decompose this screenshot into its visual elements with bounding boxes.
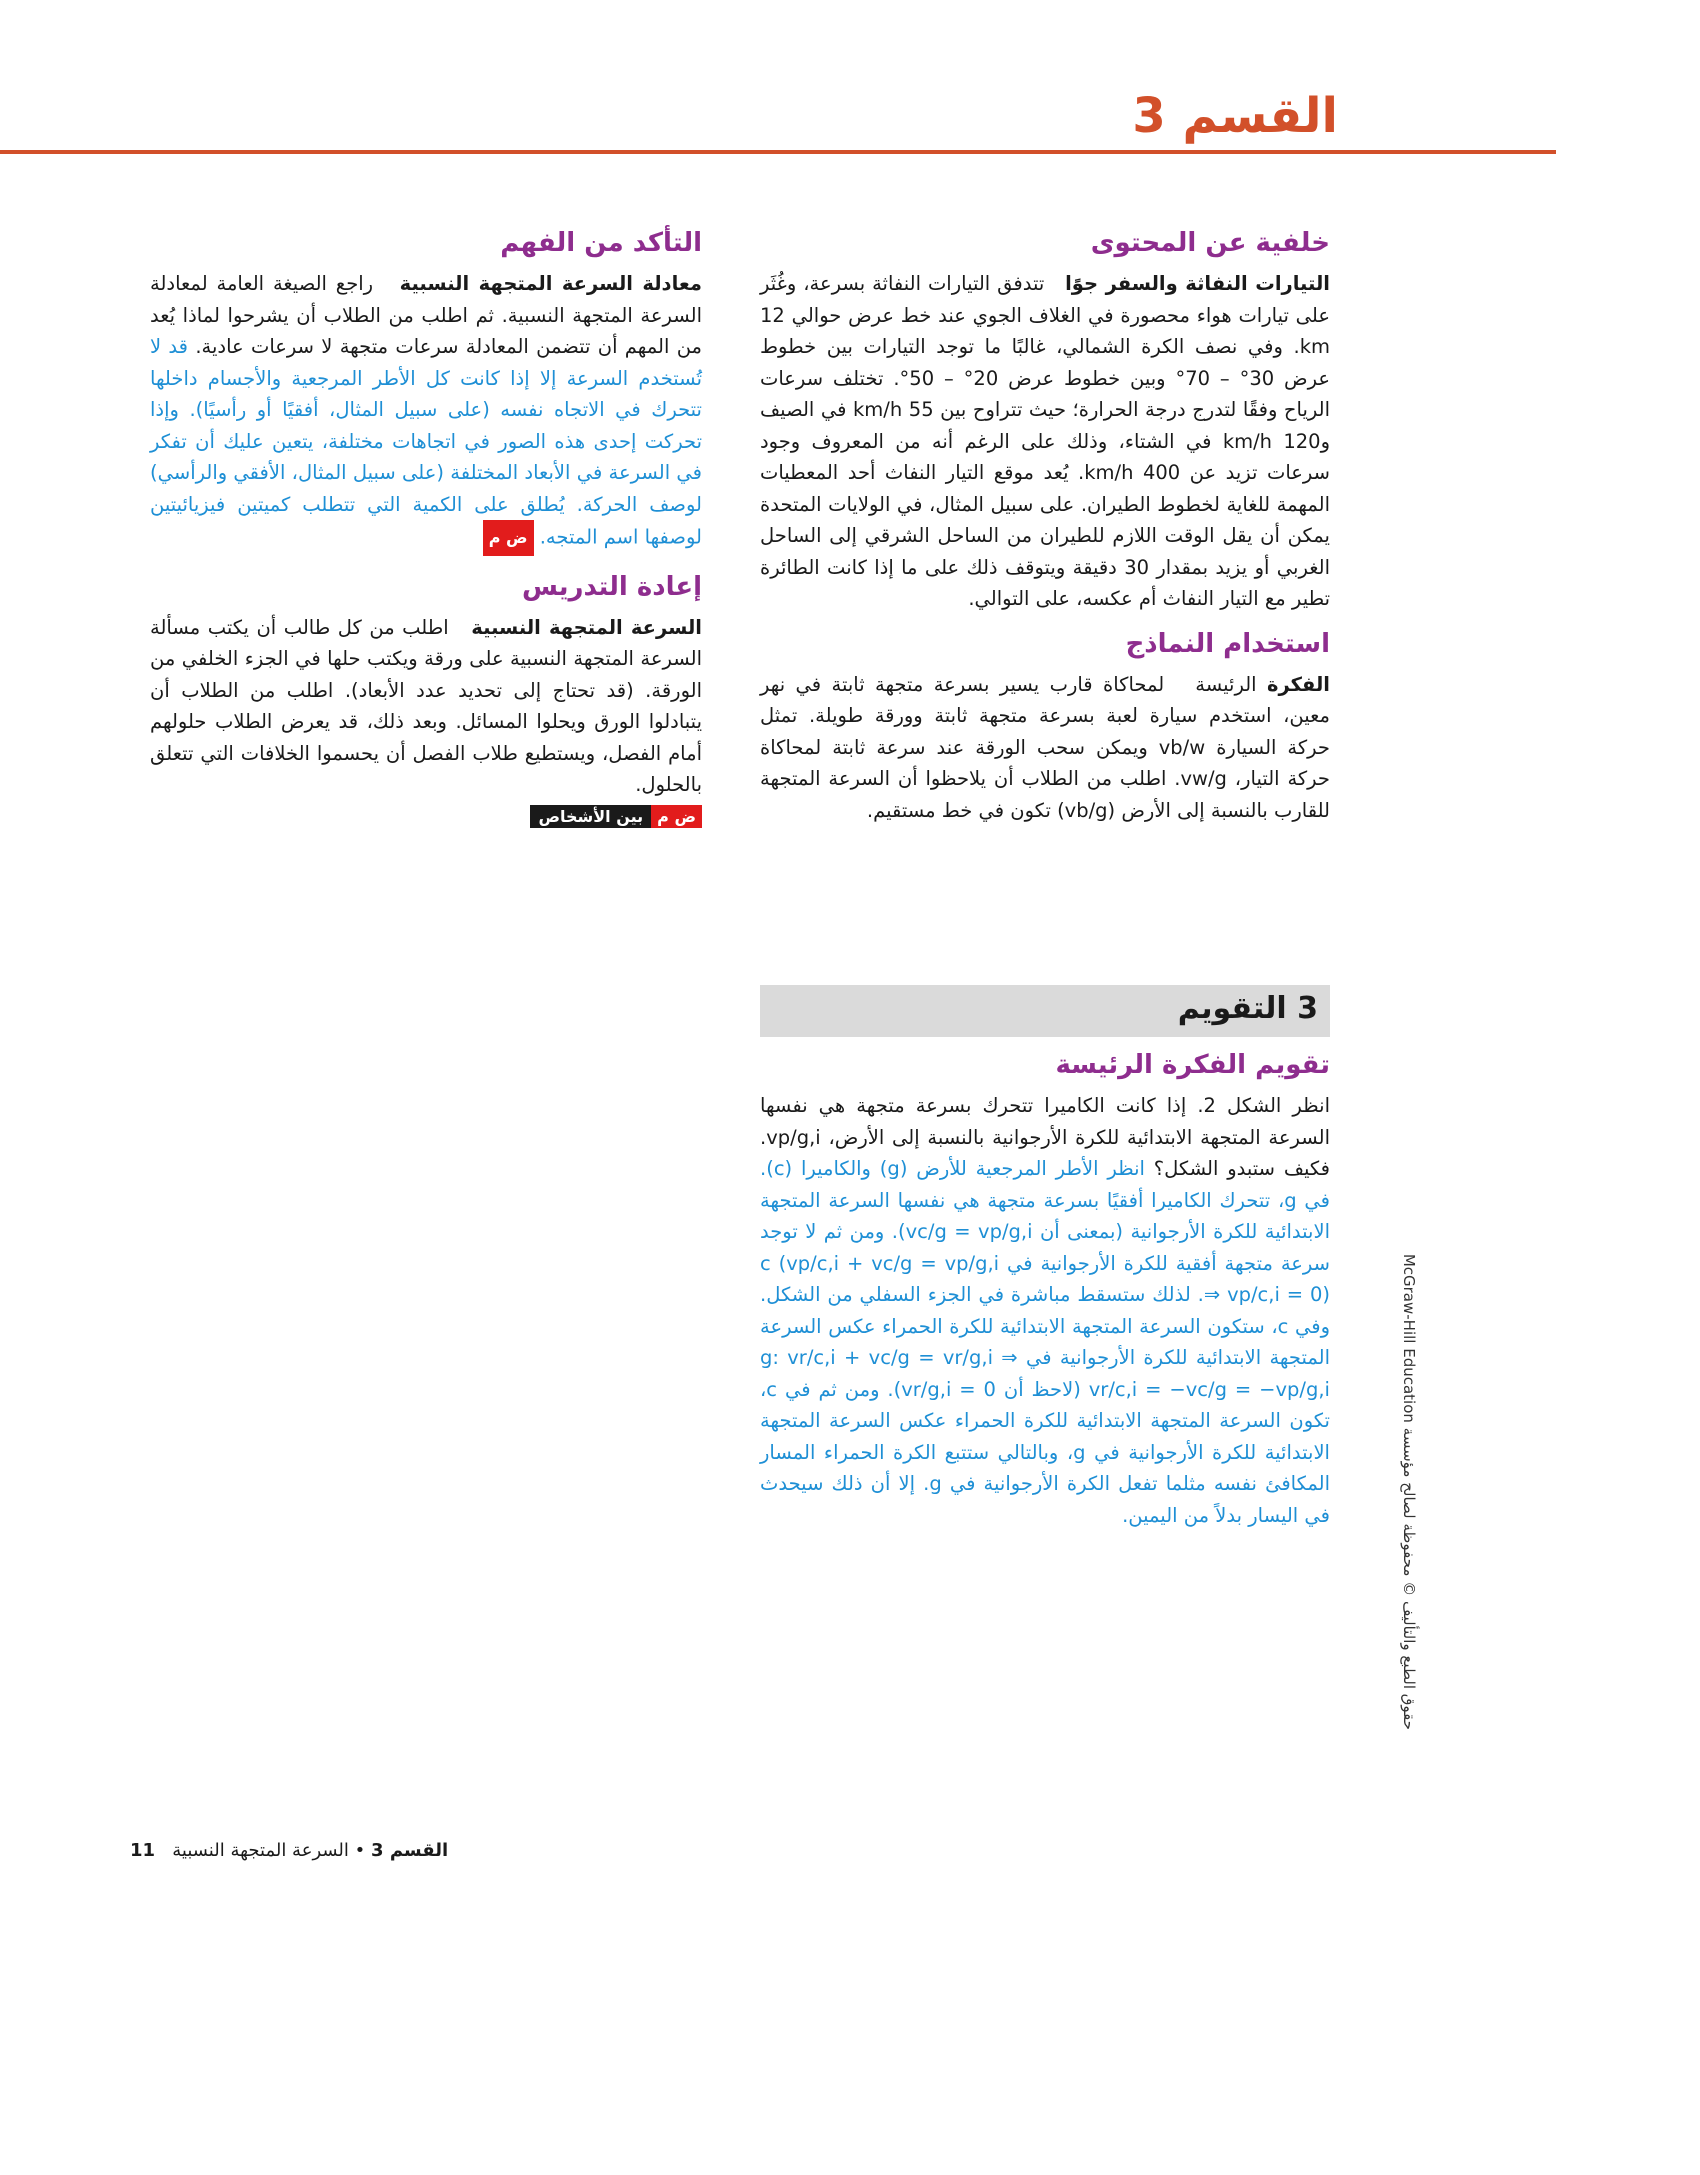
reteach-tags bbox=[150, 805, 702, 828]
reteach-tag-red: ض م bbox=[651, 805, 702, 828]
reteach-text bbox=[150, 612, 702, 801]
reteach-tag-black: بين الأشخاص bbox=[530, 805, 651, 828]
assessment-answer: انظر الأطر المرجعية للأرض (g) والكاميرا (c). في g، تتحرك الكاميرا أفقيًا بسرعة متجهة هي نفسها السرعة المتجهة الابتدائية للكرة الأرجوانية (بمعنى أن vc/g = vp/g,i). ومن ثم لا توجد سرعة متجهة أفقية للكرة الأرجوانية في c (vp/c,i + vc/g = vp/g,i ⇒ vp/c,i = 0). لذلك ستسقط مباشرة في الجزء السفلي من الشكل. وفي c، ستكون السرعة المتجهة الابتدائية للكرة الحمراء عكس السرعة المتجهة الابتدائية للكرة الأرجوانية في g: vr/c,i + vc/g = vr/g,i ⇒ vr/c,i = −vc/g = −vp/g,i (لاحظ أن vr/g,i = 0). ومن ثم في c، تكون السرعة المتجهة الابتدائية للكرة الحمراء عكس السرعة المتجهة الابتدائية للكرة الأرجوانية في g، وبالتالي ستتبع الكرة الحمراء المسار المكافئ نفسه مثلما تفعل الكرة الأرجوانية في g. إلا أن ذلك سيحدث في اليسار بدلاً من اليمين. bbox=[760, 1157, 1331, 1527]
footer-separator: • bbox=[354, 1840, 366, 1861]
content-background-body: تتدفق التيارات النفاثة بسرعة، وغُثَر على تيارات هواء محصورة في الغلاف الجوي عند خط عرض حوالي 12 km. وفي نصف الكرة الشمالي، غالبًا ما توجد التيارات بين خطوط عرض 30° – 70° وبين خطوط عرض 20° – 50°. تختلف سرعات الرياح وفقًا لتدرج درجة الحرارة؛ حيث تتراوح بين 55 km/h في الصيف و120 km/h في الشتاء، وذلك على الرغم أنه من المعروف وجود سرعات تزيد عن 400 km/h. يُعد موقع التيار النفاث أحد المعطيات المهمة للغاية لخطوط الطيران. على سبيل المثال، في الولايات المتحدة يمكن أن يقل الوقت اللازم للطيران من الساحل الشرقي إلى الساحل الغربي أو يزيد بمقدار 30 دقيقة ويتوقف ذلك على ما إذا كانت الطائرة تطير مع التيار النفاث أم عكسه، على التوالي. bbox=[760, 272, 1331, 610]
header-divider bbox=[0, 150, 1556, 154]
check-understanding-heading: التأكد من الفهم bbox=[500, 228, 702, 258]
using-models-lead-rest: الرئيسة bbox=[1195, 672, 1257, 696]
page-footer bbox=[130, 1840, 448, 1861]
right-column bbox=[760, 228, 1330, 826]
content-background-lead: التيارات النفاثة والسفر جوًا bbox=[1065, 272, 1330, 295]
check-understanding-lead: معادلة السرعة المتجهة النسبية bbox=[399, 272, 702, 295]
assessment-bar bbox=[760, 985, 1330, 1037]
using-models-lead: الفكرة bbox=[1266, 672, 1330, 696]
copyright-side-note: حقوق الطبع والتأليف © محفوظة لصالح مؤسسة McGraw-Hill Education bbox=[1400, 1253, 1418, 1730]
reteach-heading: إعادة التدريس bbox=[522, 571, 702, 602]
assessment-text bbox=[760, 1090, 1330, 1531]
assessment-section bbox=[760, 1050, 1330, 1531]
assessment-subtitle: تقويم الفكرة الرئيسة bbox=[1055, 1050, 1330, 1080]
left-column bbox=[150, 228, 702, 828]
footer-section: القسم 3 bbox=[371, 1840, 449, 1861]
check-understanding-answer: قد لا تُستخدم السرعة إلا إذا كانت كل الأطر المرجعية والأجسام داخلها تتحرك في الاتجاه نفسه (على سبيل المثال، أفقيًا أو رأسيًا). وإذا تحركت إحدى هذه الصور في اتجاهات مختلفة، يتعين عليك أن تفكر في السرعة في الأبعاد المختلفة (على سبيل المثال، الأفقي والرأسي) لوصف الحركة. يُطلق على الكمية التي تتطلب كميتين فيزيائيتين لوصفها اسم المتجه. bbox=[150, 335, 702, 549]
reteach-lead: السرعة المتجهة النسبية bbox=[471, 615, 702, 639]
reteach-body: اطلب من كل طالب أن يكتب مسألة السرعة المتجهة النسبية على ورقة ويكتب حلها في الجزء الخلفي من الورقة. (قد تحتاج إلى تحديد عدد الأبعاد). اطلب من الطلاب أن يتبادلوا الورق ويحلوا المسائل. وبعد ذلك، قد يعرض الطلاب حلولهم أمام الفصل، ويستطيع طلاب الفصل أن يحسموا الخلافات التي تتعلق بالحلول. bbox=[150, 615, 702, 796]
check-understanding-body: راجع الصيغة العامة لمعادلة السرعة المتجهة النسبية. ثم اطلب من الطلاب أن يشرحوا لماذا يُعد من المهم أن تتضمن المعادلة سرعات متجهة لا سرعات عادية. bbox=[150, 272, 702, 358]
footer-topic: السرعة المتجهة النسبية bbox=[172, 1840, 349, 1861]
using-models-body: لمحاكاة قارب يسير بسرعة متجهة ثابتة في نهر معين، استخدم سيارة لعبة بسرعة متجهة ثابتة وورقة طويلة. تمثل حركة السيارة vb/w ويمكن سحب الورقة عند سرعة ثابتة لمحاكاة حركة التيار، vw/g. اطلب من الطلاب أن يلاحظوا أن السرعة المتجهة للقارب بالنسبة إلى الأرض (vb/g) تكون في خط مستقيم. bbox=[760, 672, 1330, 822]
content-background-heading: خلفية عن المحتوى bbox=[1090, 228, 1330, 258]
assessment-bar-title: 3 التقويم bbox=[1177, 991, 1318, 1026]
check-understanding-text bbox=[150, 268, 702, 556]
assessment-question: انظر الشكل 2. إذا كانت الكاميرا تتحرك بسرعة متجهة هي نفسها السرعة المتجهة الابتدائية للكرة الأرجوانية بالنسبة إلى الأرض، vp/g,i. فكيف ستبدو الشكل؟ bbox=[760, 1094, 1330, 1180]
using-models-heading: استخدام النماذج bbox=[1125, 628, 1330, 659]
check-understanding-tag: ض م bbox=[483, 520, 534, 556]
section-title: القسم 3 bbox=[1132, 88, 1338, 144]
content-background-text bbox=[760, 268, 1330, 615]
page-number: 11 bbox=[130, 1840, 156, 1861]
using-models-text bbox=[760, 669, 1330, 827]
